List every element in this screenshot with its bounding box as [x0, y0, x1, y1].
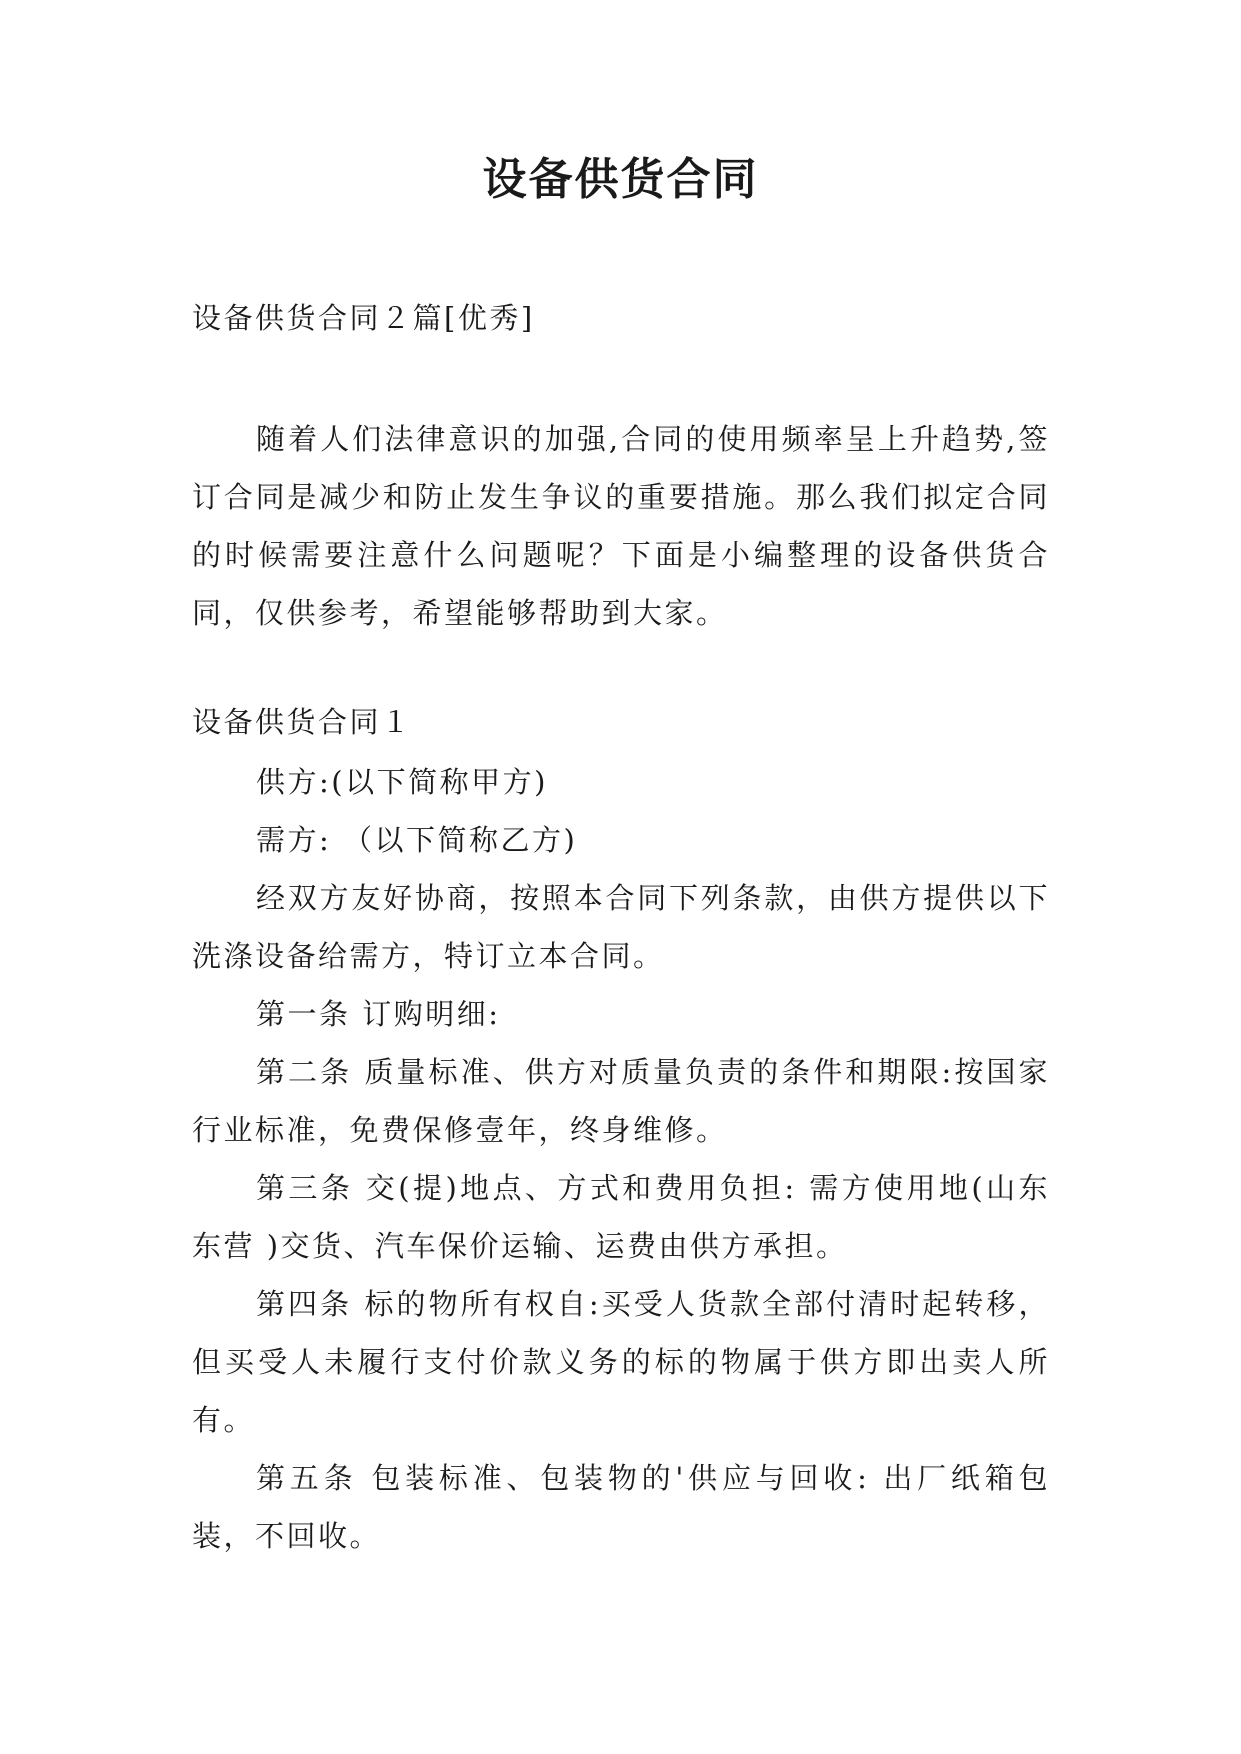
contract-heading: 设备供货合同１: [192, 705, 413, 739]
clause-buyer: 需方: （以下简称乙方): [256, 823, 578, 857]
clause-article-3: 第三条 交(提)地点、方式和费用负担: 需方使用地(山东东营 )交货、汽车保价运输、运费由供方承担。: [192, 1171, 1050, 1263]
clause-article-2: 第二条 质量标准、供方对质量负责的条件和期限:按国家行业标准，免费保修壹年，终身维修。: [192, 1055, 1050, 1147]
clause-article-1: 第一条 订购明细:: [256, 997, 501, 1031]
document-title: 设备供货合同: [482, 154, 759, 205]
clause-supplier: 供方:(以下简称甲方): [256, 765, 548, 799]
clause-article-4: 第四条 标的物所有权自:买受人货款全部付清时起转移，但买受人未履行支付价款义务的标的物属于供方即出卖人所有。: [192, 1287, 1050, 1437]
clause-preamble: 经双方友好协商，按照本合同下列条款，由供方提供以下洗涤设备给需方，特订立本合同。: [192, 881, 1050, 973]
clause-article-5: 第五条 包装标准、包装物的'供应与回收: 出厂纸箱包装，不回收。: [192, 1461, 1050, 1553]
clause-list: [192, 753, 1050, 1565]
document-subtitle: 设备供货合同２篇[优秀]: [192, 301, 535, 335]
intro-paragraph: 随着人们法律意识的加强,合同的使用频率呈上升趋势,签订合同是减少和防止发生争议的重要措施。那么我们拟定合同的时候需要注意什么问题呢？下面是小编整理的设备供货合同，仅供参考，希望能够帮助到大家。: [192, 422, 1050, 630]
